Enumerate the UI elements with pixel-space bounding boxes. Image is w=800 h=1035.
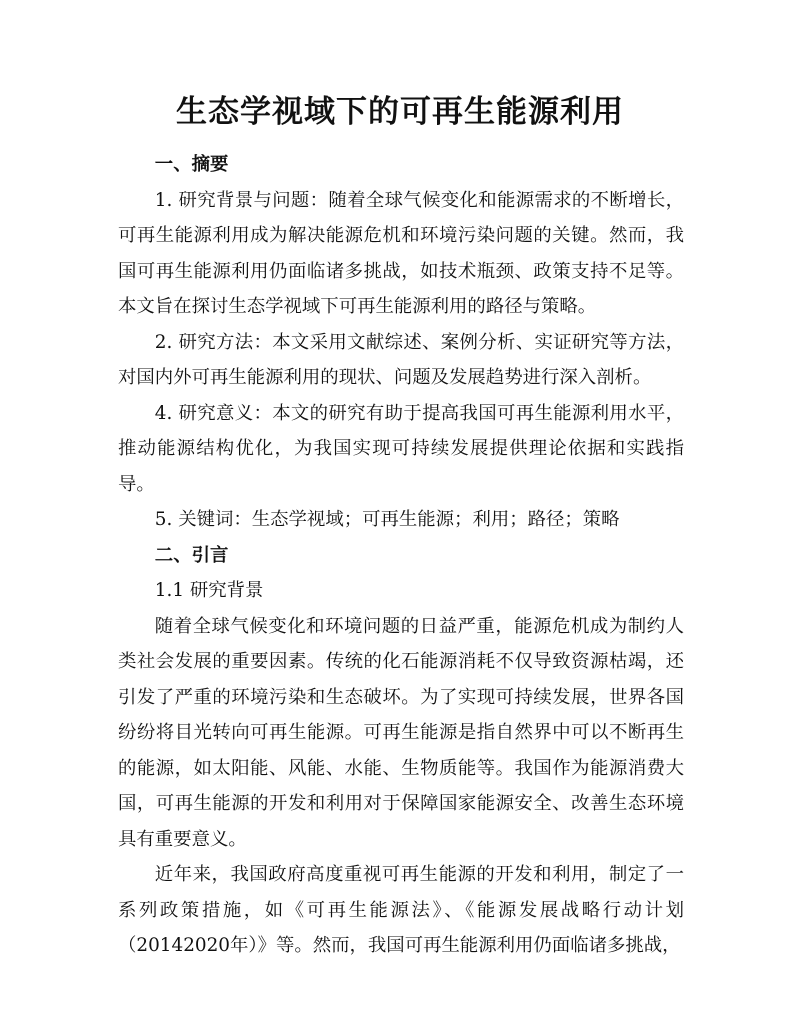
introduction-heading: 二、引言 <box>154 544 229 566</box>
abstract-item-keywords: 5. 关键词：生态学视域；可再生能源；利用；路径；策略 <box>154 509 620 530</box>
abstract-item-significance: 4. 研究意义：本文的研究有助于提高我国可再生能源利用水平，推动能源结构优化，为我国实现可持续发展提供理论依据和实践指导。 <box>118 402 684 495</box>
policy-paragraph: 近年来，我国政府高度重视可再生能源的开发和利用，制定了一系列政策措施，如《可再生能源法》、《能源发展战略行动计划（20142020年）》等。然而，我国可再生能源利用仍面临诸多挑战， <box>118 864 684 956</box>
abstract-item-background: 1. 研究背景与问题：随着全球气候变化和能源需求的不断增长，可再生能源利用成为解决能源危机和环境污染问题的关键。然而，我国可再生能源利用仍面临诸多挑战，如技术瓶颈、政策支持不足等。本文旨在探讨生态学视域下可再生能源利用的路径与策略。 <box>118 189 684 317</box>
abstract-item-methods: 2. 研究方法：本文采用文献综述、案例分析、实证研究等方法，对国内外可再生能源利用的现状、问题及发展趋势进行深入剖析。 <box>118 331 684 388</box>
abstract-heading: 一、摘要 <box>154 154 229 175</box>
section-1-1-heading: 1.1 研究背景 <box>154 580 264 601</box>
background-paragraph: 随着全球气候变化和环境问题的日益严重，能源危机成为制约人类社会发展的重要因素。传统的化石能源消耗不仅导致资源枯竭，还引发了严重的环境污染和生态破坏。为了实现可持续发展，世界各国纷纷将目光转向可再生能源。可再生能源是指自然界中可以不断再生的能源，如太阳能、风能、水能、生物质能等。我国作为能源消费大国，可再生能源的开发和利用对于保障国家能源安全、改善生态环境具有重要意义。 <box>118 615 684 850</box>
document-body <box>118 147 684 964</box>
document-title: 生态学视域下的可再生能源利用 <box>176 94 624 130</box>
